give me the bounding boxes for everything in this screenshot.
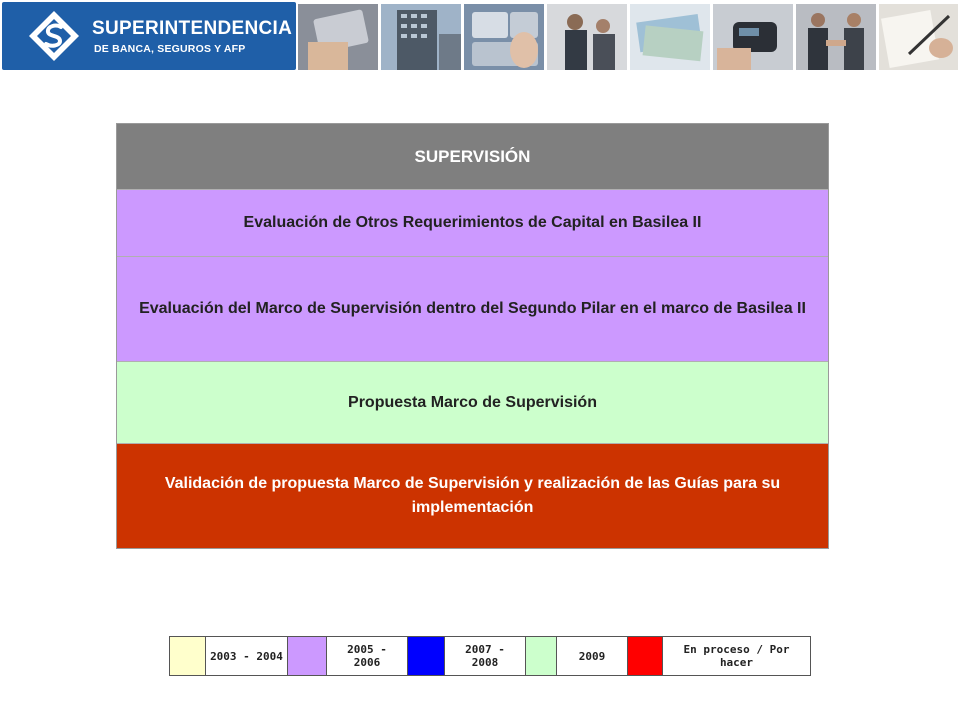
photo-building [381, 4, 461, 70]
photo-keyboard-enter [464, 4, 544, 70]
legend-swatch-2009 [526, 637, 557, 675]
photo-credit-card [298, 4, 378, 70]
photo-banknotes [630, 4, 710, 70]
legend-label-en-proceso: En proceso / Por hacer [683, 643, 790, 669]
header-banner [0, 0, 960, 72]
sbs-logo [2, 2, 296, 70]
photo-card-terminal [713, 4, 793, 70]
photo-handshake [796, 4, 876, 70]
photo-signing-document [879, 4, 958, 70]
legend-label-2009: 2009 [557, 637, 628, 675]
photo-business-people [547, 4, 627, 70]
legend-swatch-2005-2006 [288, 637, 327, 675]
legend-label-2007-2008: 2007 - 2008 [445, 637, 526, 675]
legend [169, 636, 811, 676]
legend-swatch-2003-2004 [170, 637, 206, 675]
table-row: Propuesta Marco de Supervisión [117, 362, 828, 444]
legend-swatch-2007-2008 [408, 637, 445, 675]
table-row: Evaluación de Otros Requerimientos de Capital en Basilea II [117, 190, 828, 257]
supervision-table [116, 123, 829, 549]
legend-swatch-en-proceso [628, 637, 663, 675]
sbs-logo-icon [28, 10, 80, 62]
logo-subtitle: DE BANCA, SEGUROS Y AFP [94, 43, 246, 55]
table-row: Validación de propuesta Marco de Supervisión y realización de las Guías para su implementación [117, 444, 828, 548]
legend-label-2003-2004: 2003 - 2004 [206, 637, 288, 675]
table-row: Evaluación del Marco de Supervisión dentro del Segundo Pilar en el marco de Basilea II [117, 257, 828, 362]
legend-label-2005-2006: 2005 - 2006 [327, 637, 408, 675]
table-header: SUPERVISIÓN [117, 124, 828, 190]
logo-title: SUPERINTENDENCIA [92, 18, 293, 39]
